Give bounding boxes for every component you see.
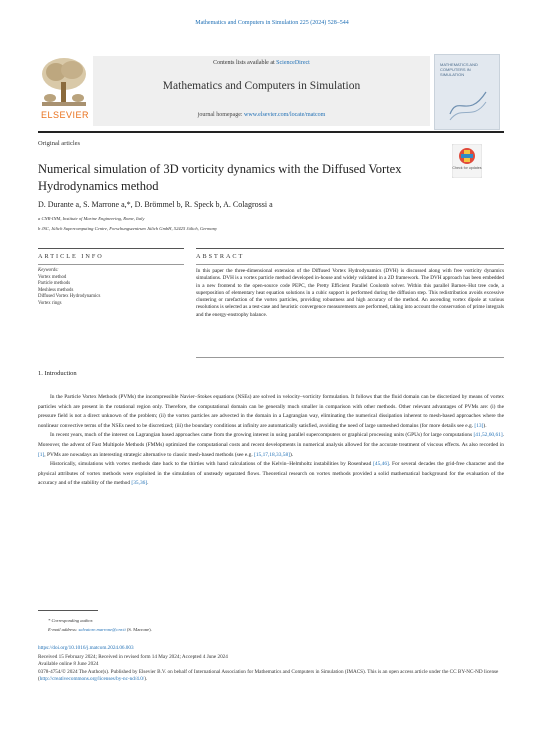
email-link[interactable]: salvatore.marrone@cnr.it bbox=[78, 627, 126, 632]
affiliation-a: a CNR-INM, Institute of Marine Engineering, Rome, Italy bbox=[38, 216, 145, 221]
paragraph-text: Historically, simulations with vortex methods date back to the thirties with hand calculations of the Kelvin–Helmholtz instabilities by Rosenhead bbox=[50, 461, 374, 468]
abstract-rule-bottom bbox=[196, 357, 504, 358]
paragraph-text: In the Particle Vortex Methods (PVMs) the incompressible Navier–Stokes equations (NSEs) are solved in velocity–vorticity formulation. It follows that the fluid domain can be discretized by means of vortex particles which are present in the rotational region only. Therefore, the computational domain can be generally much smaller in comparison with other methods. Other relevant advantages of PVMs are: (i) the pressure field is not a direct unknown of the problem; (ii) the vortex particles are advected in the domain in a Lagrangian way, eliminating the numerical dissipation inherent to mesh-based approaches where the nonlinear convective terms of the NSEs need to be discretized; (iii) the boundary conditions at infinity are automatically satisfied, avoiding the need of large unmeshed domains (for more details see e.g. bbox=[38, 394, 504, 429]
license-prefix: 0378-4754/© 2024 The Author(s). Published by Elsevier B.V. on behalf of International Association for Mathematics and Computers in Simulation (IMACS). This is an open access article under the CC BY-NC-ND license ( bbox=[38, 668, 499, 683]
homepage-prefix: journal homepage: bbox=[197, 112, 245, 118]
keyword-item: Meshless methods bbox=[38, 287, 74, 293]
citation-link[interactable]: [45,46] bbox=[373, 461, 389, 468]
section-title: 1. Introduction bbox=[38, 370, 77, 377]
keyword-list bbox=[38, 275, 184, 307]
abstract-rule bbox=[196, 264, 504, 265]
paragraph-text: . bbox=[147, 480, 149, 487]
elsevier-tree-logo bbox=[38, 54, 90, 110]
crossmark-badge-icon[interactable] bbox=[452, 144, 482, 178]
journal-homepage bbox=[93, 112, 430, 118]
keyword-item: Particle methods bbox=[38, 281, 71, 287]
keyword-item: Diffused Vortex Hydrodynamics bbox=[38, 294, 101, 300]
license-text bbox=[38, 669, 504, 684]
affiliation-b: b JSC, Jülich Supercomputing Centre, Forschungszentrum Jülich GmbH, 52425 Jülich, Germany bbox=[38, 226, 218, 231]
paragraph-text: In recent years, much of the interest on Lagrangian based approaches came from the growing interest in using parallel supercomputers or graphical processing units (GPUs) for large computations bbox=[50, 432, 474, 439]
available-online: Available online 8 June 2024 bbox=[38, 661, 99, 668]
keyword-item: Vortex rings bbox=[38, 300, 62, 306]
paragraph-text: , PVMs are nowadays an interesting strategic alternative to classic mesh-based methods (see e.g. bbox=[44, 451, 255, 458]
corresponding-author-note: * Corresponding author. bbox=[48, 618, 94, 623]
paragraph-text: ). bbox=[289, 451, 294, 458]
journal-title: Mathematics and Computers in Simulation bbox=[162, 80, 361, 92]
email-owner: (S. Marrone). bbox=[125, 627, 152, 632]
contents-prefix: Contents lists available at bbox=[213, 60, 277, 66]
citation-link[interactable]: [15,17,18,33,58] bbox=[254, 451, 290, 458]
abstract-text: In this paper the three-dimensional extension of the Diffused Vortex Hydrodynamics (DVH) is discussed along with free vorticity dynamics simulations. DVH is a vortex particle method developed in-house and widely validated in a 2D framework. The DVH approach has been embedded in a new frontend to the open-source code PEPC, the Pretty Efficient Parallel Coulomb solver. Within this parallel Barnes–Hut tree code, a superposition of elementary heat equation solutions in a cubic support is performed during the diffusion step. This redistribution avoids excessive clustering or rarefaction of the vortex particles, providing robustness and high accuracy of the method. An ascending vortex dipole at various resolutions is selected as a test-case and heuristic convergence measurements are performed, taking into account the conservation of prime integrals and the energy-enstrophy balance. bbox=[196, 268, 504, 318]
paragraph-text: . Moreover, the advent of Fast Multipole Methods (FMMs) optimized the computational costs and recent developments in numerical analysis allowed for the accurate treatment of viscous effects. As also recorded in bbox=[38, 432, 504, 448]
publisher-name: ELSEVIER bbox=[40, 110, 90, 120]
contents-line bbox=[93, 60, 430, 66]
header-rule bbox=[38, 131, 504, 133]
crossmark-badge-label: Check for updates bbox=[452, 166, 482, 170]
journal-reference[interactable]: Mathematics and Computers in Simulation 225 (2024) 528–544 bbox=[195, 20, 349, 26]
license-link[interactable]: http://creativecommons.org/licenses/by-nc-nd/4.0/ bbox=[39, 676, 145, 683]
paragraph-text: ). bbox=[483, 422, 487, 429]
article-type: Original articles bbox=[38, 140, 81, 147]
citation-link[interactable]: [13] bbox=[474, 422, 484, 429]
email-label: E-mail address: bbox=[48, 627, 79, 632]
paragraph-text: . For several decades the grid-free character and the physical attributes of vortex methods were exploited in the simulation of unsteady separated flows. Theoretical research on vortex methods provided a solid mathematical background for the evaluation of the accuracy and of the stability of the method bbox=[38, 461, 505, 487]
footnote-rule bbox=[38, 610, 98, 611]
citation-link[interactable]: [41,52,60,61] bbox=[473, 432, 503, 439]
article-info-heading: ARTICLE INFO bbox=[38, 253, 104, 260]
info-rule-top bbox=[38, 248, 184, 249]
intro-paragraph-2 bbox=[38, 431, 504, 460]
abstract-rule-top bbox=[196, 248, 504, 249]
homepage-link[interactable]: www.elsevier.com/locate/matcom bbox=[244, 112, 326, 118]
cover-graphic bbox=[448, 84, 488, 124]
citation-link[interactable]: [35,36] bbox=[131, 480, 148, 487]
publication-dates bbox=[38, 654, 504, 684]
citation-link[interactable]: [1] bbox=[38, 451, 45, 458]
received-dates: Received 15 February 2024; Received in revised form 14 May 2024; Accepted 4 June 2024 bbox=[38, 654, 228, 660]
article-title: Numerical simulation of 3D vorticity dynamics with the Diffused Vortex Hydrodynamics method bbox=[38, 162, 402, 193]
intro-body bbox=[38, 393, 504, 489]
keyword-item: Vortex method bbox=[38, 275, 67, 280]
abstract-heading: ABSTRACT bbox=[196, 253, 245, 260]
sciencedirect-link[interactable]: ScienceDirect bbox=[276, 60, 310, 66]
cover-title: MATHEMATICS AND COMPUTERS IN SIMULATION bbox=[440, 62, 478, 77]
email-note bbox=[48, 627, 152, 632]
license-suffix: ). bbox=[144, 676, 148, 683]
intro-paragraph-1 bbox=[38, 393, 504, 431]
info-rule bbox=[38, 264, 184, 265]
doi-link[interactable]: https://doi.org/10.1016/j.matcom.2024.06.003 bbox=[38, 645, 134, 651]
keywords-label: Keywords: bbox=[38, 268, 59, 273]
intro-paragraph-3 bbox=[38, 460, 504, 489]
author-list[interactable]: D. Durante a, S. Marrone a,*, D. Brömmel b, R. Speck b, A. Colagrossi a bbox=[38, 200, 273, 209]
